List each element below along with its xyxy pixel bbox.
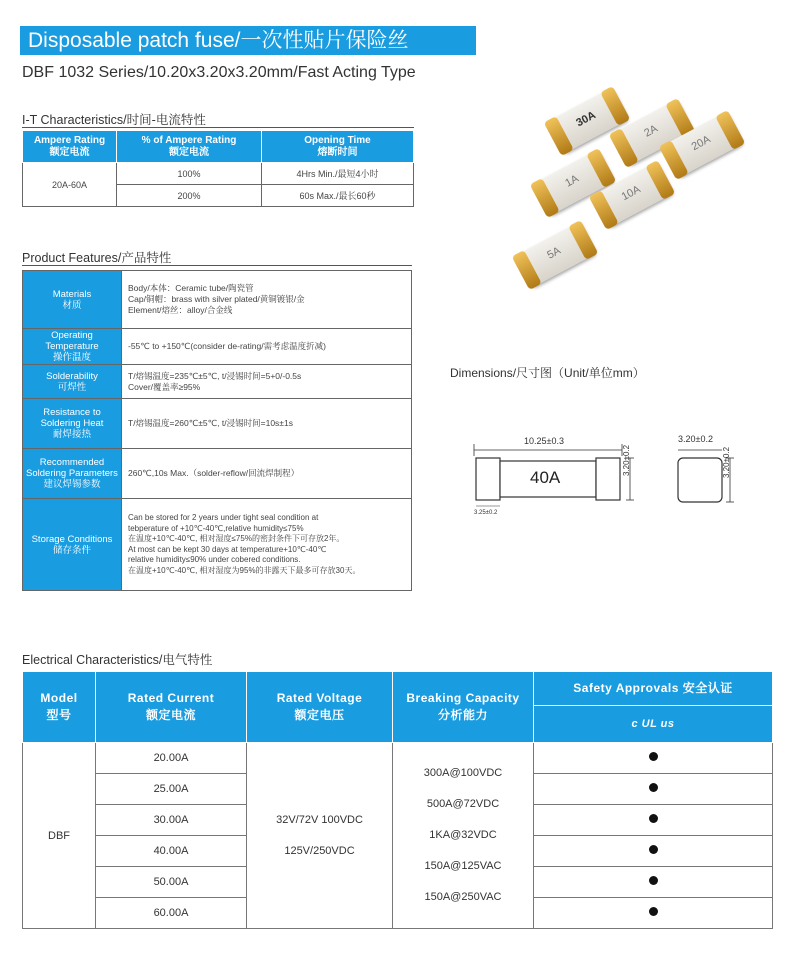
feature-value: -55℃ to +150℃(consider de-rating/需考虑温度折减)	[122, 329, 412, 365]
dim-side-height-label: 3.20±0.2	[722, 446, 731, 478]
features-section-rule	[22, 265, 412, 266]
feature-label: Operating Temperature 操作温度	[23, 329, 122, 365]
fuse-image: 5A	[514, 222, 596, 289]
it-pct-cell: 200%	[117, 185, 262, 207]
feature-value: T/熔锡温度=260℃±5℃, t/浸锡时间=10s±1s	[122, 399, 412, 449]
it-section-rule	[22, 127, 414, 128]
fuse-image: 10A	[591, 162, 673, 229]
ec-model-cell: DBF	[23, 743, 96, 929]
dim-length-label: 10.25±0.3	[524, 436, 564, 446]
it-header-opening: Opening Time 熔断时间	[262, 131, 414, 163]
ec-approval-cell	[534, 867, 773, 898]
ec-current-cell: 20.00A	[96, 743, 247, 774]
fuse-image: 2A	[611, 100, 693, 167]
fuse-image: 1A	[532, 150, 614, 217]
feature-label: Resistance to Soldering Heat 耐焊接热	[23, 399, 122, 449]
feature-value: Can be stored for 2 years under tight seal condition at tebperature of +10℃-40℃,relative humidity≤75% 在温度+10℃-40℃, 相对湿度≤75%的密封条件下可存放2年。 At most can be kept 30 days at temperature+10℃-40℃ relative humidity≤90% under cobered conditions. 在温度+10℃-40℃, 相对湿度为95%的非露天下最多可存放30天。	[122, 499, 412, 591]
ec-approval-cell	[534, 805, 773, 836]
fuse-marking: 40A	[530, 468, 561, 487]
features-section-title: Product Features/产品特性	[22, 251, 172, 265]
dim-height-label: 3.20±0.2	[622, 444, 631, 476]
ec-current-cell: 40.00A	[96, 836, 247, 867]
it-time-cell: 4Hrs Min./最短4小时	[262, 163, 414, 185]
approval-dot	[649, 814, 658, 823]
fuse-image: 30A	[546, 88, 628, 155]
product-photo	[520, 85, 730, 300]
ec-header-model: Model 型号	[23, 672, 96, 743]
electrical-section-title: Electrical Characteristics/电气特性	[22, 653, 213, 667]
approval-dot	[649, 907, 658, 916]
feature-value: T/熔锡温度=235℃±5℃, t/浸锡时间=5+0/-0.5s Cover/覆盖率≥95%	[122, 365, 412, 399]
ec-current-cell: 60.00A	[96, 898, 247, 929]
ec-voltage-cell: 32V/72V 100VDC 125V/250VDC	[247, 743, 393, 929]
it-header-percent: % of Ampere Rating 额定电流	[117, 131, 262, 163]
approval-dot	[649, 876, 658, 885]
ec-header-voltage: Rated Voltage 额定电压	[247, 672, 393, 743]
dimensions-title: Dimensions/尺寸图（Unit/单位mm）	[450, 366, 645, 380]
dimension-drawing	[468, 428, 758, 523]
it-pct-cell: 100%	[117, 163, 262, 185]
ec-approval-cell	[534, 743, 773, 774]
ul-logo: c UL us	[534, 706, 773, 743]
ec-header-breaking: Breaking Capacity 分析能力	[393, 672, 534, 743]
feature-value: 260℃,10s Max.（solder-reflow/回流焊制程）	[122, 449, 412, 499]
ec-approval-cell	[534, 774, 773, 805]
page-title-banner: Disposable patch fuse/一次性贴片保险丝	[20, 26, 476, 55]
features-table	[22, 270, 412, 591]
feature-value: Body/本体：Ceramic tube/陶瓷管 Cap/铜帽：brass with silver plated/黄铜镀银/金 Element/熔丝：alloy/合金线	[122, 271, 412, 329]
it-section-title: I-T Characteristics/时间-电流特性	[22, 113, 206, 127]
feature-label: Materials 材质	[23, 271, 122, 329]
ec-current-cell: 50.00A	[96, 867, 247, 898]
feature-label: Recommended Soldering Parameters 建议焊锡参数	[23, 449, 122, 499]
page-subtitle: DBF 1032 Series/10.20x3.20x3.20mm/Fast Acting Type	[22, 64, 416, 81]
feature-label: Solderability 可焊性	[23, 365, 122, 399]
dim-side-width-label: 3.20±0.2	[678, 434, 713, 444]
approval-dot	[649, 783, 658, 792]
feature-label: Storage Conditions 储存条件	[23, 499, 122, 591]
it-table	[22, 130, 414, 207]
ec-header-current: Rated Current 额定电流	[96, 672, 247, 743]
ec-approval-cell	[534, 898, 773, 929]
dim-cap-label: 3.25±0.2	[474, 510, 498, 516]
it-range-cell: 20A-60A	[23, 163, 117, 207]
ec-header-safety: Safety Approvals 安全认证	[534, 672, 773, 706]
fuse-image: 20A	[661, 112, 743, 179]
it-time-cell: 60s Max./最长60秒	[262, 185, 414, 207]
it-header-ampere: Ampere Rating 额定电流	[23, 131, 117, 163]
ec-breaking-cell: 300A@100VDC 500A@72VDC 1KA@32VDC 150A@125VAC 150A@250VAC	[393, 743, 534, 929]
ec-approval-cell	[534, 836, 773, 867]
ec-current-cell: 25.00A	[96, 774, 247, 805]
approval-dot	[649, 845, 658, 854]
approval-dot	[649, 752, 658, 761]
electrical-table	[22, 671, 773, 929]
ec-current-cell: 30.00A	[96, 805, 247, 836]
